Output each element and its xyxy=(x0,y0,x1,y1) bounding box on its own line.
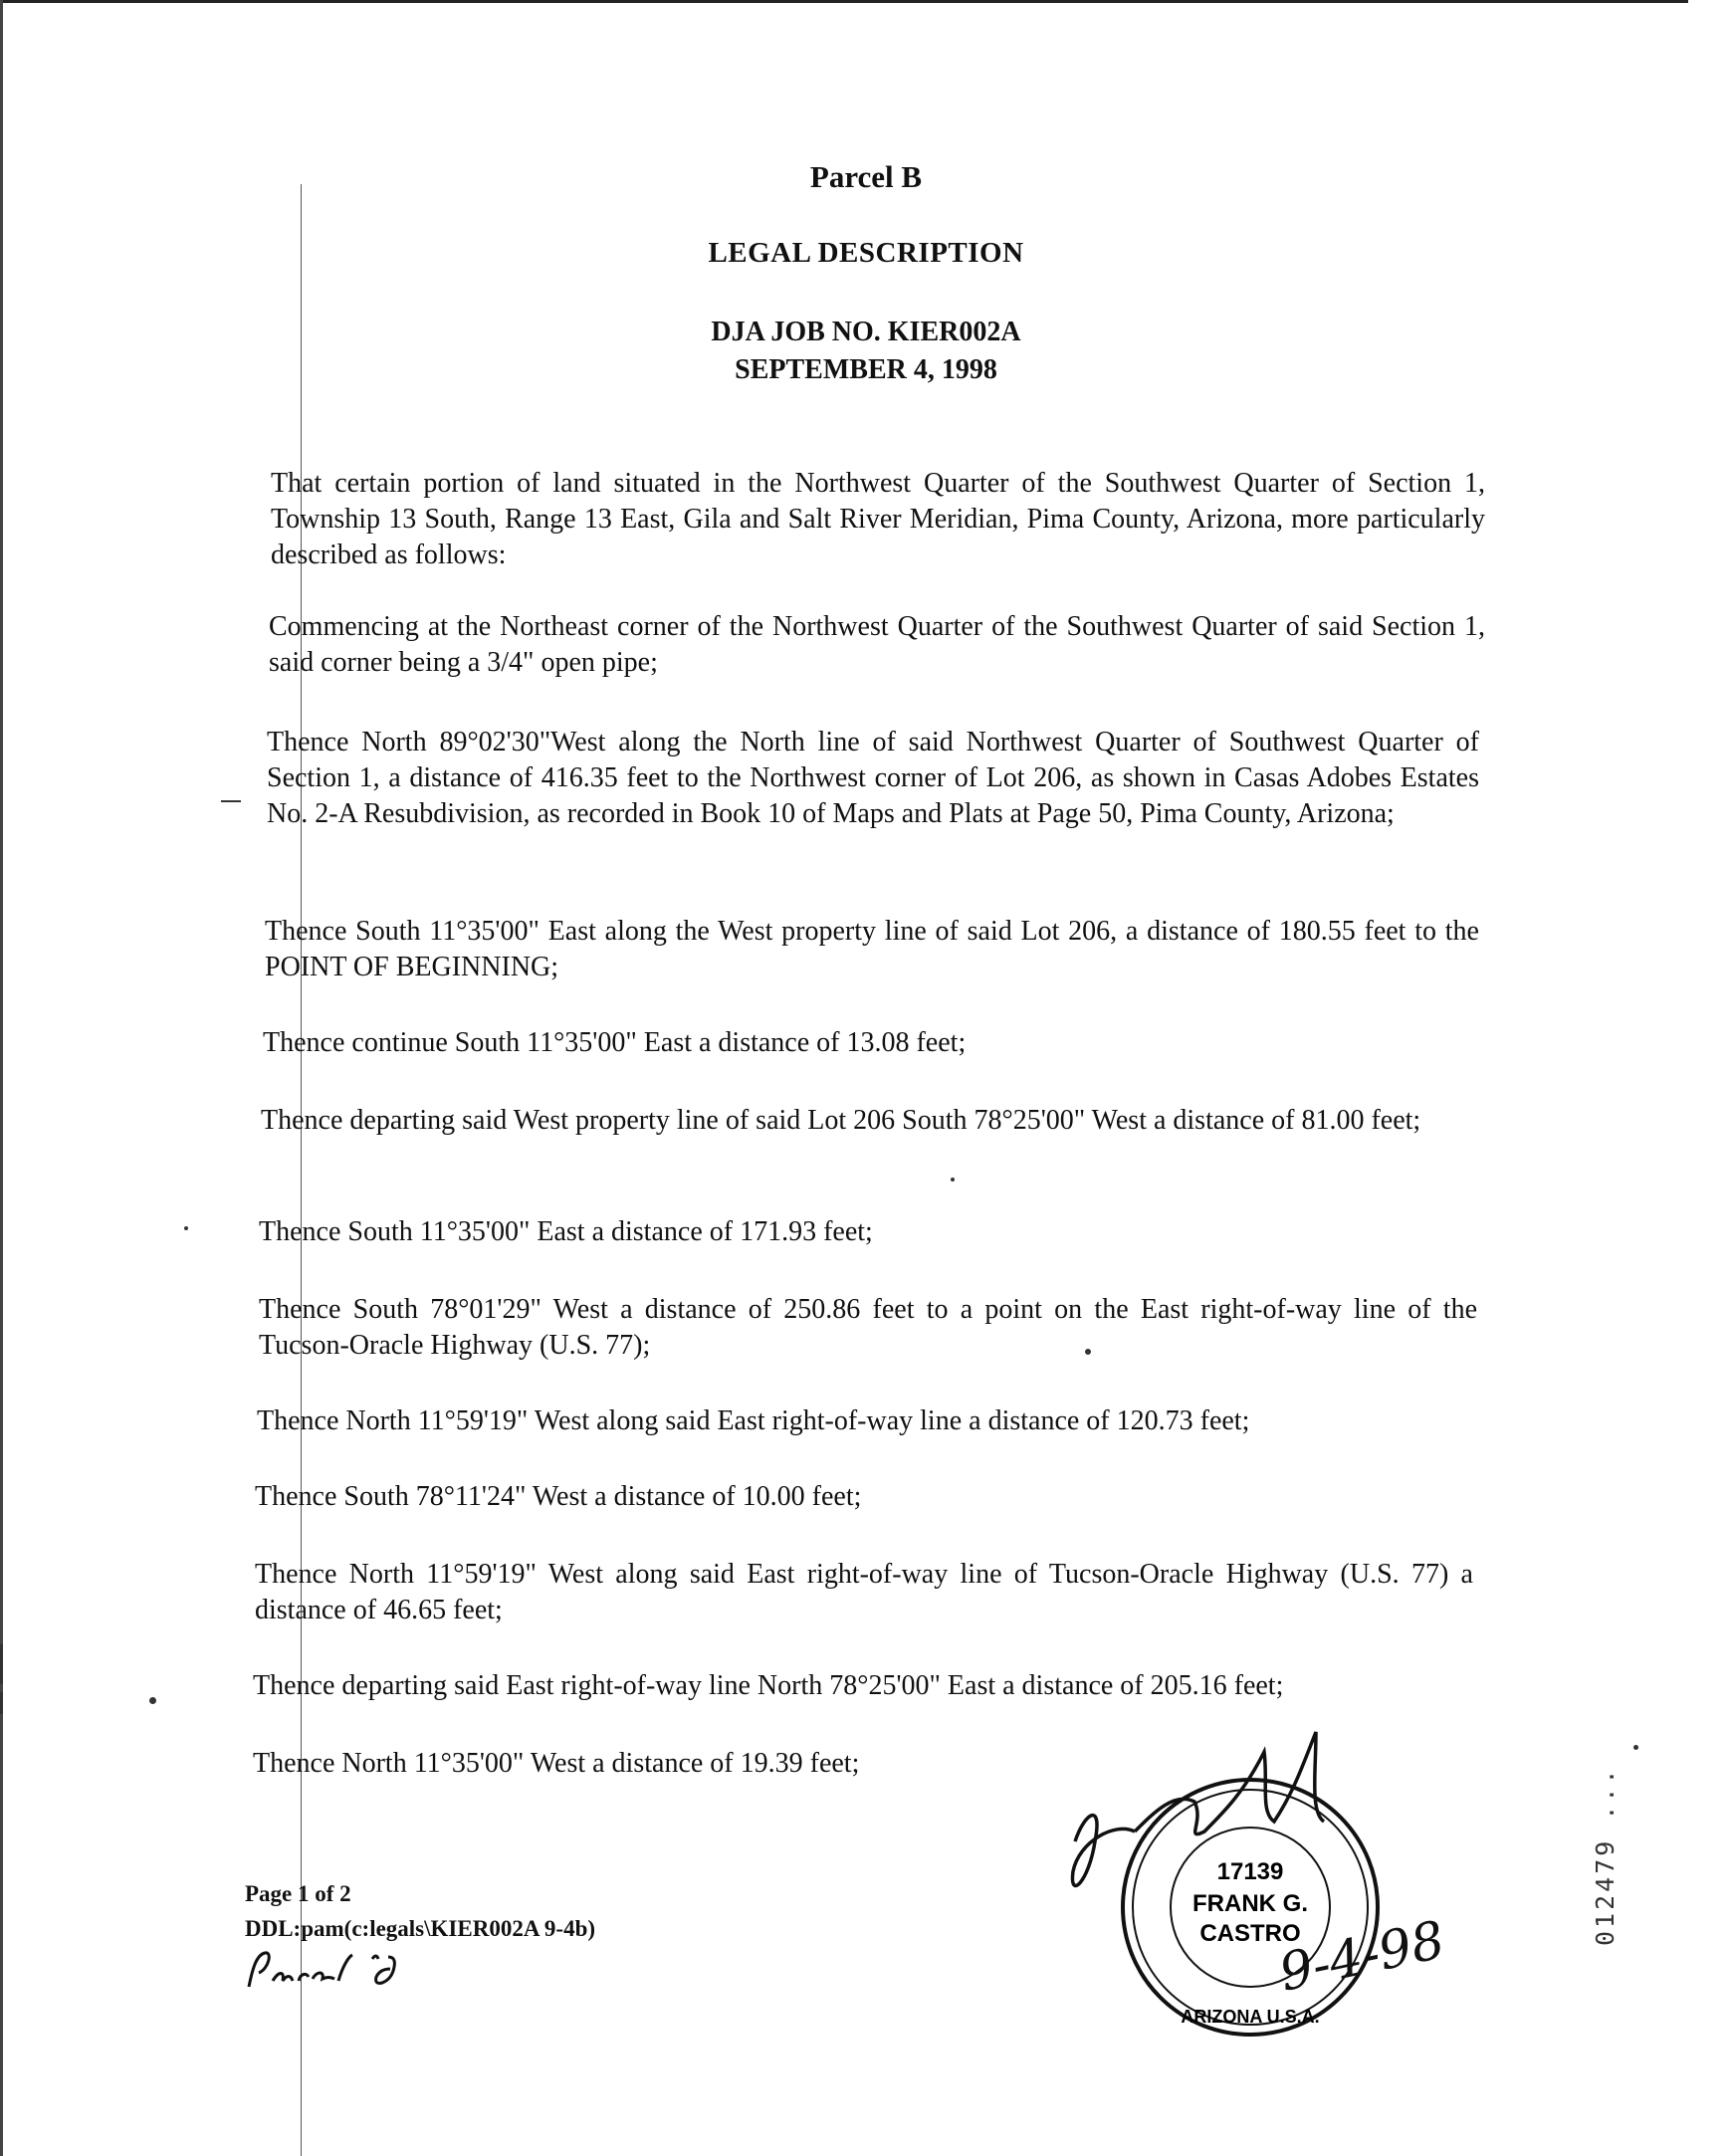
paragraph: Thence South 78°01'29" West a distance of 250.86 feet to a point on the East right-of-way line of the Tucson-Oracle Highway (U.S. 77); xyxy=(259,1294,1477,1361)
paragraph: Thence departing said West property line of said Lot 206 South 78°25'00" West a distance of 81.00 feet; xyxy=(261,1105,1421,1136)
paragraph: Thence South 78°11'24" West a distance of 10.00 feet; xyxy=(255,1481,862,1512)
scan-edge-mark xyxy=(0,1644,3,1684)
seal-number: 17139 xyxy=(1216,1858,1284,1885)
paragraph: Thence South 11°35'00" East along the West property line of said Lot 206, a distance of 180.55 feet to the POINT OF BEGINNING; xyxy=(265,916,1479,982)
scan-margin-dash xyxy=(221,800,241,802)
file-reference: DDL:pam(c:legals\KIER002A 9-4b) xyxy=(245,1916,596,1941)
scan-edge-mark xyxy=(0,1692,3,1714)
seal-name-line1: FRANK G. xyxy=(1192,1890,1308,1917)
paragraph: Thence North 11°59'19" West along said East right-of-way line of Tucson-Oracle Highway (U.S. 77) a distance of 46.65 feet; xyxy=(255,1559,1473,1625)
paragraph: Thence continue South 11°35'00" East a distance of 13.08 feet; xyxy=(263,1027,967,1058)
scan-speck xyxy=(149,1697,156,1704)
paragraph: Thence North 11°35'00" West a distance of 19.39 feet; xyxy=(253,1748,860,1779)
scan-side-stamp: 012479 ... xyxy=(1591,1766,1620,1946)
handwritten-parcel-note xyxy=(243,1947,432,1997)
professional-seal xyxy=(1055,1732,1450,2060)
document-date: SEPTEMBER 4, 1998 xyxy=(735,354,997,385)
seal-name-line2: CASTRO xyxy=(1199,1920,1301,1947)
scan-speck xyxy=(184,1226,188,1230)
document-subtitle: LEGAL DESCRIPTION xyxy=(708,237,1024,269)
scan-top-border xyxy=(0,0,1688,3)
paragraph: That certain portion of land situated in the Northwest Quarter of the Southwest Quarter of Section 1, Township 13 South, Range 13 East, Gila and Salt River Meridian, Pima County, Arizona, more particularly described as follows: xyxy=(271,468,1485,570)
paragraph: Thence North 89°02'30"West along the North line of said Northwest Quarter of Southwest Quarter of Section 1, a distance of 416.35 feet to the Northwest corner of Lot 206, as shown in Casas Adobes Estates No. 2-A Resubdivision, as recorded in Book 10 of Maps and Plats at Page 50, Pima County, Arizona; xyxy=(267,727,1479,829)
paragraph: Thence North 11°59'19" West along said East right-of-way line a distance of 120.73 feet; xyxy=(257,1405,1250,1436)
job-number: DJA JOB NO. KIER002A xyxy=(711,317,1021,347)
paragraph: Thence South 11°35'00" East a distance of 171.93 feet; xyxy=(259,1216,873,1247)
scan-speck xyxy=(1085,1349,1091,1355)
paragraph: Thence departing said East right-of-way line North 78°25'00" East a distance of 205.16 feet; xyxy=(253,1670,1284,1701)
paragraph: Commencing at the Northeast corner of the Northwest Quarter of the Southwest Quarter of said Section 1, said corner being a 3/4" open pipe; xyxy=(269,611,1485,678)
seal-handwritten-date: 9-4-98 xyxy=(1274,1910,1450,2004)
scan-speck xyxy=(951,1178,955,1182)
document-title: Parcel B xyxy=(809,159,923,194)
seal-state: ARIZONA U.S.A. xyxy=(1181,2007,1320,2027)
scan-speck xyxy=(1633,1745,1638,1750)
page-number: Page 1 of 2 xyxy=(245,1881,351,1906)
